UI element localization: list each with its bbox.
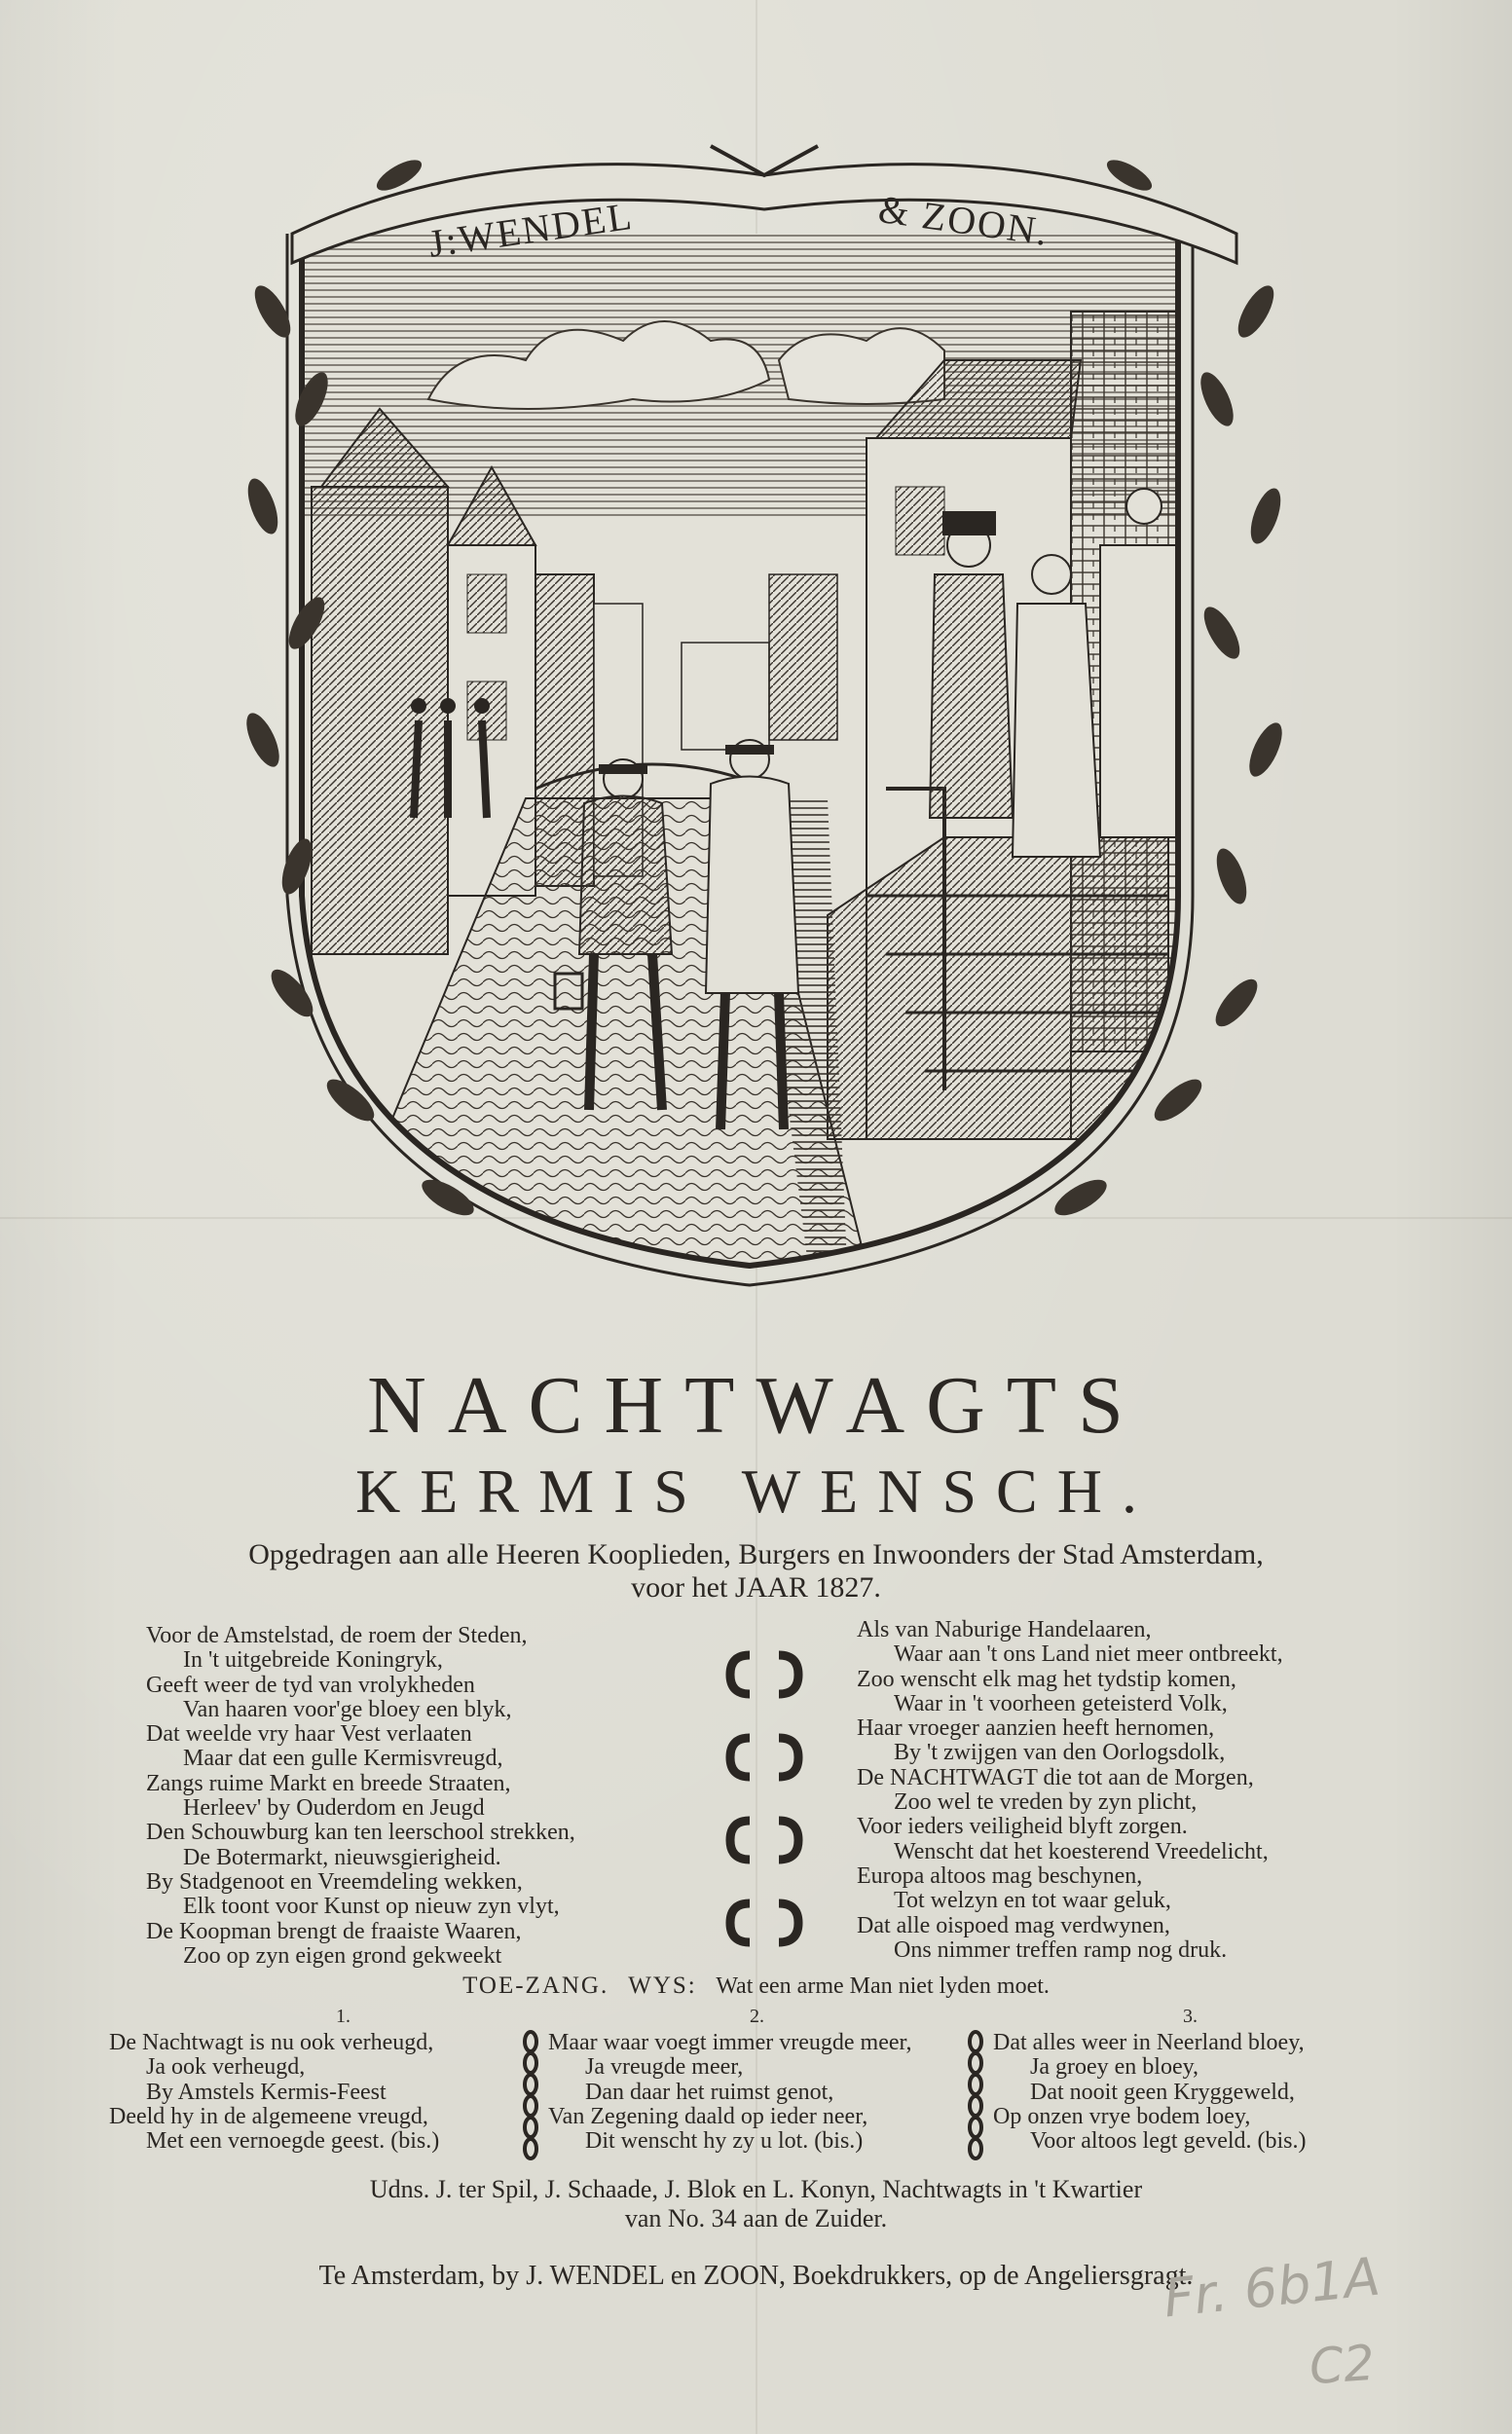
- stanza-2-line: Dit wenscht hy zy u lot. (bis.): [585, 2128, 864, 2155]
- pencil-note-2: C2: [1308, 2334, 1377, 2396]
- poem-right-line: Dat alle oispoed mag verdwynen,: [857, 1912, 1170, 1938]
- poem-left-line: Zangs ruime Markt en breede Straaten,: [146, 1770, 511, 1796]
- stanza-3-line: Voor altoos legt geveld. (bis.): [1030, 2128, 1307, 2155]
- stanza-1-line: Deeld hy in de algemeene vreugd,: [109, 2103, 428, 2129]
- poem-right-line: Als van Naburige Handelaaren,: [857, 1617, 1152, 1642]
- ornament-2: [730, 1738, 798, 1777]
- stanza-1: [109, 2031, 518, 2154]
- stanza-3-line: Dat alles weer in Neerland bloey,: [993, 2030, 1305, 2055]
- chain-divider-1: [521, 2030, 540, 2166]
- poem-right-line: De NACHTWAGT die tot aan de Morgen,: [857, 1764, 1254, 1790]
- ornament-column: [720, 1636, 808, 1967]
- poem-right-line: Europa altoos mag beschynen,: [857, 1862, 1143, 1889]
- stanza-2-line: Maar waar voegt immer vreugde meer,: [548, 2030, 912, 2055]
- poem-right-column: [857, 1618, 1363, 1963]
- poem-left-line: By Stadgenoot en Vreemdeling wekken,: [146, 1868, 523, 1895]
- poem-right-line: Tot welzyn en tot waar geluk,: [894, 1888, 1171, 1914]
- poem-left-line: De Botermarkt, nieuwsgierigheid.: [183, 1844, 501, 1870]
- tozang-heading: [0, 1973, 1512, 2000]
- imprint: Te Amsterdam, by J. WENDEL en ZOON, Boekdrukkers, op de Angeliersgragt.: [318, 2261, 1194, 2291]
- stanza-1-line: Ja ook verheugd,: [146, 2054, 306, 2081]
- title-line-1: NACHTWAGTS: [367, 1360, 1145, 1451]
- ornament-1: [730, 1655, 798, 1694]
- stanza-3-line: Ja groey en bloey,: [1030, 2054, 1199, 2081]
- tozang-tune: Wat een arme Man niet lyden moet.: [716, 1973, 1050, 1999]
- stanza-number-3: 3.: [1183, 2006, 1198, 2027]
- ornament-3: [730, 1821, 798, 1860]
- stanza-3-line: Dat nooit geen Kryggeweld,: [1030, 2079, 1295, 2105]
- poem-left-line: De Koopman brengt de fraaiste Waaren,: [146, 1918, 522, 1944]
- ornament-4: [730, 1903, 798, 1942]
- poem-left-line: Van haaren voor'ge bloey een blyk,: [183, 1696, 512, 1722]
- poem-left-line: In 't uitgebreide Koningryk,: [183, 1647, 443, 1674]
- stanza-3: [993, 2031, 1383, 2154]
- stanza-number-2: 2.: [750, 2006, 764, 2027]
- dedication-line-2: voor het JAAR 1827.: [631, 1571, 881, 1604]
- tozang-label: TOE-ZANG.: [462, 1973, 609, 1999]
- poem-left-line: Den Schouwburg kan ten leerschool strekken,: [146, 1820, 575, 1846]
- stanza-2: [548, 2031, 957, 2154]
- stanza-2-line: Van Zegening daald op ieder neer,: [548, 2103, 868, 2129]
- poem-left-line: Voor de Amstelstad, de roem der Steden,: [146, 1623, 528, 1648]
- signature: [0, 2175, 1512, 2233]
- poem-left-line: Dat weelde vry haar Vest verlaaten: [146, 1721, 472, 1748]
- stanza-2-line: Dan daar het ruimst genot,: [585, 2079, 834, 2105]
- poem-right-line: Waar aan 't ons Land niet meer ontbreekt,: [894, 1641, 1283, 1668]
- poem-left-line: Herleev' by Ouderdom en Jeugd: [183, 1795, 485, 1822]
- poem-left-line: Elk toont voor Kunst op nieuw zyn vlyt,: [183, 1894, 560, 1920]
- banner-right-text: & ZOON.: [875, 186, 1052, 254]
- signature-line-2: van No. 34 aan de Zuider.: [624, 2204, 888, 2232]
- stanza-3-line: Op onzen vrye bodem loey,: [993, 2103, 1251, 2129]
- dedication-line-1: Opgedragen aan alle Heeren Kooplieden, Burgers en Inwoonders der Stad Amsterdam,: [248, 1538, 1264, 1570]
- banner-left-text: J:WENDEL: [425, 193, 637, 266]
- signature-line-1: Udns. J. ter Spil, J. Schaade, J. Blok en L. Konyn, Nachtwagts in 't Kwartier: [369, 2175, 1143, 2203]
- dedication: [0, 1538, 1512, 1604]
- poem-right-line: Ons nimmer treffen ramp nog druk.: [894, 1936, 1228, 1963]
- poem-right-line: By 't zwijgen van den Oorlogsdolk,: [894, 1740, 1226, 1766]
- stanza-number-1: 1.: [336, 2006, 350, 2027]
- poem-right-line: Haar vroeger aanzien heeft hernomen,: [857, 1715, 1215, 1742]
- poem-right-line: Zoo wel te vreden by zyn plicht,: [894, 1789, 1198, 1816]
- poem-left-line: Maar dat een gulle Kermisvreugd,: [183, 1746, 503, 1772]
- title-line-2: KERMIS WENSCH.: [355, 1457, 1157, 1526]
- pencil-note-1: Fr. 6b1A: [1161, 2245, 1383, 2330]
- stanza-1-line: De Nachtwagt is nu ook verheugd,: [109, 2030, 434, 2055]
- stanza-1-line: Met een vernoegde geest. (bis.): [146, 2128, 440, 2155]
- poem-right-line: Wenscht dat het koesterend Vreedelicht,: [894, 1838, 1269, 1864]
- woodcut-illustration: [204, 117, 1324, 1353]
- poem-left-line: Zoo op zyn eigen grond gekweekt: [183, 1942, 502, 1969]
- poem-left-line: Geeft weer de tyd van vrolykheden: [146, 1672, 475, 1698]
- stanza-1-line: By Amstels Kermis-Feest: [146, 2079, 387, 2105]
- poem-right-line: Voor ieders veiligheid blyft zorgen.: [857, 1814, 1188, 1840]
- street-scene: [292, 224, 1188, 1275]
- poem-right-line: Zoo wenscht elk mag het tydstip komen,: [857, 1666, 1236, 1692]
- tozang-wys: WYS:: [628, 1973, 697, 1999]
- poem-right-line: Waar in 't voorheen geteisterd Volk,: [894, 1690, 1228, 1716]
- poem-left-column: [146, 1624, 691, 1969]
- stanza-2-line: Ja vreugde meer,: [585, 2054, 744, 2081]
- chain-divider-2: [966, 2030, 985, 2166]
